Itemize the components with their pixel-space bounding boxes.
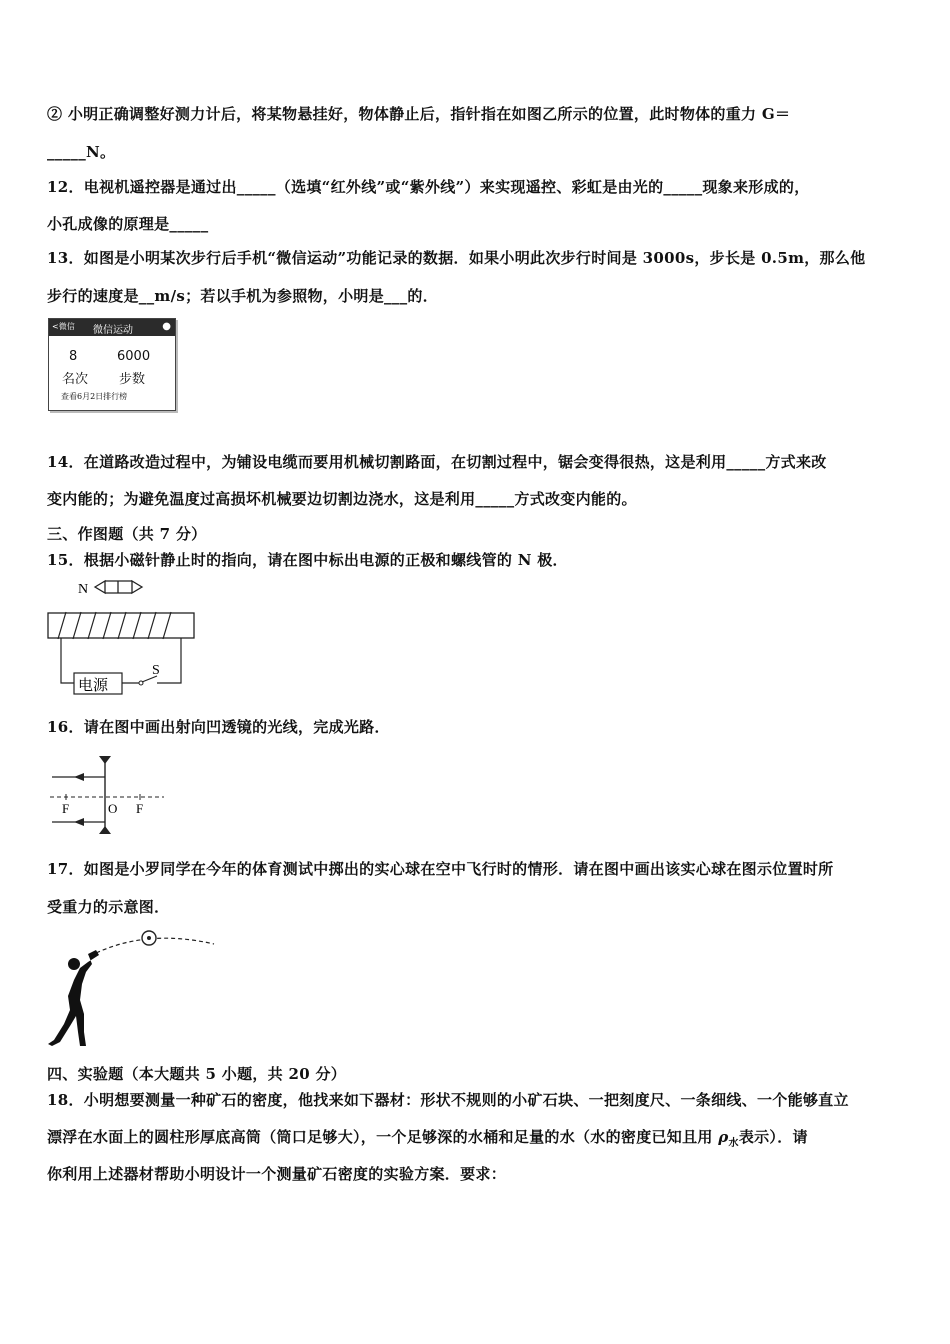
q18-line2-b: 表示）．请	[738, 1128, 808, 1146]
needle-n-label: N	[78, 582, 89, 597]
q11-line1: ② 小明正确调整好测力计后，将某物悬挂好，物体静止后，指针指在如图乙所示的位置，此时物体的重力 G＝	[47, 105, 791, 123]
rho-symbol: ρ	[718, 1128, 729, 1146]
optical-center-label: O	[108, 801, 118, 816]
q14-line2: 变内能的；为避免温度过高损坏机械要边切割边浇水，这是利用_____方式改变内能的。	[47, 490, 637, 508]
magnetic-needle	[95, 581, 142, 593]
focus-right-label: F	[136, 801, 144, 816]
q12-line1: 12．电视机遥控器是通过出_____（选填“红外线”或“紫外线”）来实现遥控、彩虹是由光的_____现象来形成的，	[47, 178, 810, 196]
steps-label: 步数	[119, 372, 146, 387]
section-3-heading: 三、作图题（共 7 分）	[47, 525, 207, 543]
incident-ray-bottom	[52, 818, 105, 826]
shot-put-figure	[44, 922, 224, 1048]
q11-line2: _____N。	[47, 143, 116, 161]
switch-s-label: S	[152, 663, 160, 678]
concave-lens-figure	[44, 746, 174, 838]
q15-text: 15．根据小磁针静止时的指向，请在图中标出电源的正极和螺线管的 N 极．	[47, 551, 568, 569]
power-source-label: 电源	[78, 678, 109, 694]
rank-value: 8	[69, 349, 78, 364]
solenoid-circuit-figure	[44, 574, 200, 698]
circuit-wires	[61, 638, 181, 683]
back-label: <微信	[52, 322, 75, 331]
rho-subscript: 水	[728, 1138, 739, 1149]
wechat-header	[49, 319, 175, 336]
q13-line1: 13．如图是小明某次步行后手机“微信运动”功能记录的数据．如果小明此次步行时间是 3000s，步长是 0.5m，那么他	[47, 249, 866, 267]
q18-line2-a: 漂浮在水面上的圆柱形厚底高筒（筒口足够大），一个足够深的水桶和足量的水（水的密度已知且用	[47, 1128, 719, 1146]
wechat-title: 微信运动	[93, 325, 133, 336]
focus-left-label: F	[62, 801, 70, 816]
q18-line2	[47, 1126, 808, 1149]
user-icon: ●	[162, 321, 171, 332]
q17-line2: 受重力的示意图．	[47, 898, 170, 916]
q16-text: 16．请在图中画出射向凹透镜的光线，完成光路．	[47, 718, 390, 736]
q14-line1: 14．在道路改造过程中，为铺设电缆而要用机械切割路面，在切割过程中，锯会变得很热，这是利用_____方式来改	[47, 453, 827, 471]
q13-line2: 步行的速度是__m/s；若以手机为参照物，小明是___的．	[47, 287, 438, 305]
q18-line3: 你利用上述器材帮助小明设计一个测量矿石密度的实验方案．要求：	[47, 1165, 507, 1183]
ranking-link: 查看6月2日排行榜	[61, 392, 128, 401]
solenoid	[48, 612, 194, 639]
q17-line1: 17．如图是小罗同学在今年的体育测试中掷出的实心球在空中飞行时的情形．请在图中画出该实心球在图示位置时所	[47, 860, 834, 878]
rank-label: 名次	[62, 372, 89, 387]
steps-value: 6000	[117, 349, 151, 364]
q18-line1: 18．小明想要测量一种矿石的密度，他找来如下器材：形状不规则的小矿石块、一把刻度尺、一条细线、一个能够直立	[47, 1091, 849, 1109]
shot-ball	[142, 931, 156, 945]
incident-ray-top	[52, 773, 105, 781]
section-4-heading: 四、实验题（本大题共 5 小题，共 20 分）	[47, 1065, 347, 1083]
q12-line2: 小孔成像的原理是_____	[47, 215, 209, 233]
athlete-silhouette	[48, 950, 99, 1046]
wechat-sport-figure	[48, 318, 176, 411]
